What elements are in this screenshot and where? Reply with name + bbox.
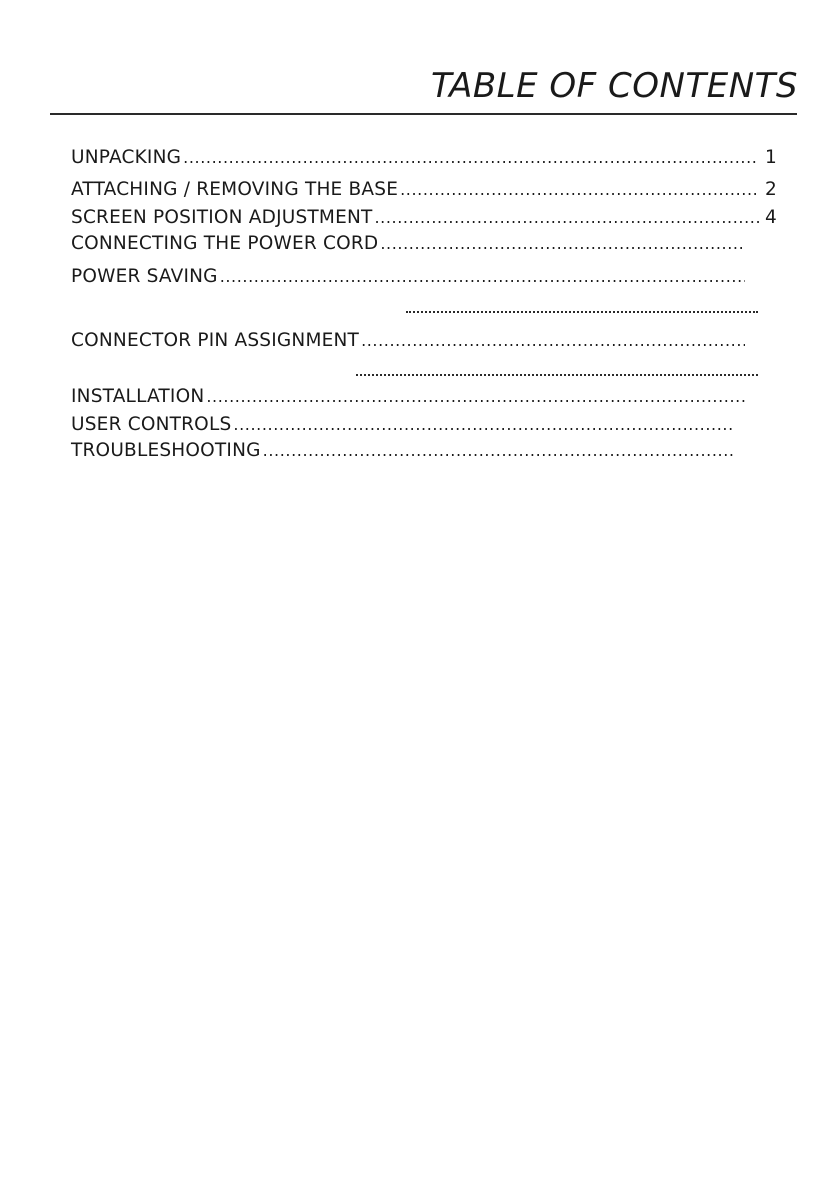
toc-entry-label: TROUBLESHOOTING: [71, 440, 261, 461]
toc-entry-unpacking[interactable]: [71, 146, 777, 170]
toc-leader-dots: [263, 439, 733, 463]
toc-leader-dots: [361, 329, 745, 353]
toc-entry-power-saving[interactable]: [71, 265, 761, 289]
toc-leader-dots: [400, 178, 759, 202]
toc-leader-dots: [406, 311, 758, 315]
toc-page-number: 2: [765, 179, 777, 200]
toc-leader-dots: [356, 374, 758, 378]
toc-entry-attaching-removing-base[interactable]: [71, 178, 777, 202]
toc-entry-installation[interactable]: [71, 385, 761, 409]
toc-leader-dots: [380, 232, 745, 256]
toc-leader-dots: [206, 385, 745, 409]
toc-page-number: 4: [765, 207, 777, 228]
toc-entry-label: SCREEN POSITION ADJUSTMENT: [71, 207, 373, 228]
toc-entry-label: CONNECTING THE POWER CORD: [71, 233, 379, 254]
toc-entry-label: UNPACKING: [71, 147, 182, 168]
toc-entry-screen-position-adjustment[interactable]: [71, 206, 777, 230]
toc-entry-connector-pin-assignment[interactable]: [71, 329, 761, 353]
toc-entry-connecting-power-cord[interactable]: [71, 232, 761, 256]
toc-leader-dots: [375, 206, 760, 230]
toc-leader-dots: [220, 265, 745, 289]
toc-leader-dots: [233, 413, 733, 437]
toc-entry-troubleshooting[interactable]: [71, 439, 749, 463]
toc-page-number: 1: [765, 147, 777, 168]
title-divider: [50, 113, 797, 115]
toc-entry-label: USER CONTROLS: [71, 414, 232, 435]
toc-entry-label: CONNECTOR PIN ASSIGNMENT: [71, 330, 360, 351]
toc-entry-user-controls[interactable]: [71, 413, 749, 437]
toc-entry-label: ATTACHING / REMOVING THE BASE: [71, 179, 399, 200]
toc-leader-dots: [183, 146, 759, 170]
page-title: TABLE OF CONTENTS: [430, 66, 798, 106]
toc-entry-label: INSTALLATION: [71, 386, 205, 407]
toc-entry-label: POWER SAVING: [71, 266, 218, 287]
